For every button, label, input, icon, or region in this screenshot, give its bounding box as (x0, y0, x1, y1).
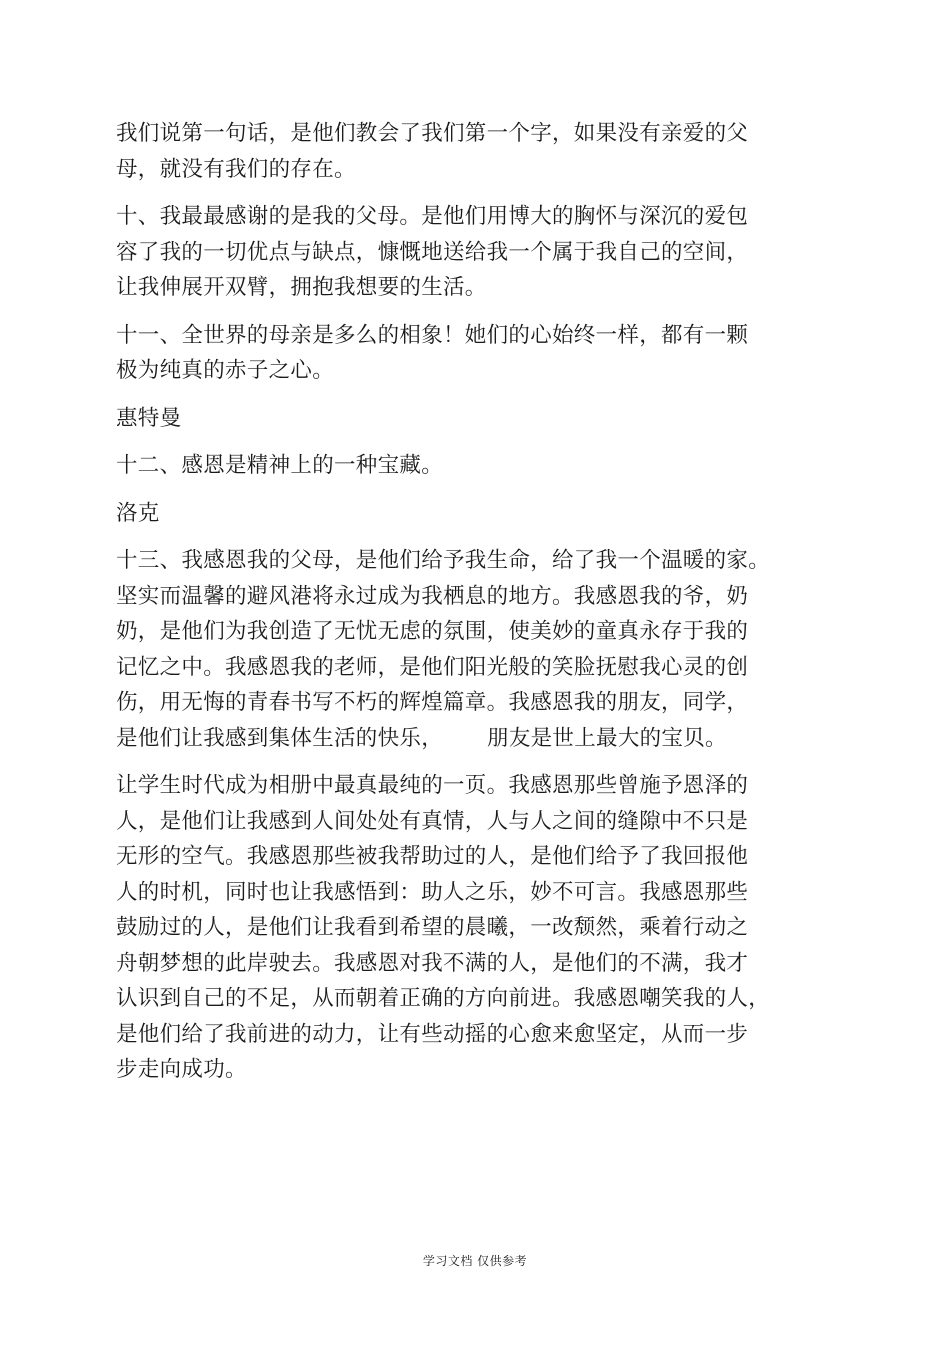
text-line (116, 721, 756, 757)
text-line: 伤，用无悔的青春书写不朽的辉煌篇章。我感恩我的朋友，同学， (116, 690, 749, 715)
paragraph-twelve (116, 448, 756, 484)
text-line: 让我伸展开双臂，拥抱我想要的生活。 (116, 275, 487, 300)
attribution-whitman (116, 401, 756, 437)
paragraph-eleven (116, 318, 756, 389)
text-line: 我们说第一句话，是他们教会了我们第一个字，如果没有亲爱的父 (116, 121, 749, 146)
text-line: 步走向成功。 (116, 1057, 247, 1082)
text-line: 记忆之中。我感恩我的老师，是他们阳光般的笑脸抚慰我心灵的创 (116, 654, 749, 680)
text-segment: 朋友是世上最大的宝贝。 (487, 725, 727, 751)
text-line: 惠特曼 (116, 405, 182, 431)
paragraph-student-days (116, 768, 771, 1088)
text-line: 十一、全世界的母亲是多么的相象！她们的心始终一样，都有一颗 (116, 322, 749, 348)
text-line: 奶，是他们为我创造了无忧无虑的氛围，使美妙的童真永存于我的 (116, 619, 749, 644)
text-line: 坚实而温馨的避风港将永过成为我栖息的地方。我感恩我的爷，奶 (116, 583, 749, 609)
paragraph-parents-first-words (116, 116, 756, 187)
text-line: 鼓励过的人，是他们让我看到希望的晨曦，一改颓然，乘着行动之 (116, 915, 749, 940)
text-line: 洛克 (116, 500, 160, 526)
document-body (116, 116, 771, 1100)
text-line: 人，是他们让我感到人间处处有真情，人与人之间的缝隙中不只是 (116, 808, 749, 834)
paragraph-thirteen (116, 543, 771, 756)
text-line: 无形的空气。我感恩那些被我帮助过的人，是他们给予了我回报他 (116, 844, 749, 869)
attribution-locke (116, 496, 756, 532)
paragraph-ten (116, 199, 756, 306)
text-line: 十二、感恩是精神上的一种宝藏。 (116, 453, 444, 478)
text-line: 让学生时代成为相册中最真最纯的一页。我感恩那些曾施予恩泽的 (116, 773, 749, 798)
page-footer: 学习文档 仅供参考 (422, 1254, 528, 1268)
text-line: 极为纯真的赤子之心。 (116, 358, 335, 383)
text-line: 认识到自己的不足，从而朝着正确的方向前进。我感恩嘲笑我的人， (116, 986, 771, 1011)
text-line: 是他们给了我前进的动力，让有些动摇的心愈来愈坚定，从而一步 (116, 1021, 749, 1047)
text-line: 母，就没有我们的存在。 (116, 156, 356, 182)
text-line: 十三、我感恩我的父母，是他们给予我生命，给了我一个温暖的家。 (116, 548, 771, 573)
text-line: 容了我的一切优点与缺点，慷慨地送给我一个属于我自己的空间， (116, 239, 749, 265)
text-line: 人的时机，同时也让我感悟到：助人之乐，妙不可言。我感恩那些 (116, 879, 749, 905)
text-line: 舟朝梦想的此岸驶去。我感恩对我不满的人，是他们的不满，我才 (116, 950, 749, 976)
text-segment: 是他们让我感到集体生活的快乐， (116, 725, 444, 751)
text-line: 十、我最最感谢的是我的父母。是他们用博大的胸怀与深沉的爱包 (116, 204, 749, 229)
